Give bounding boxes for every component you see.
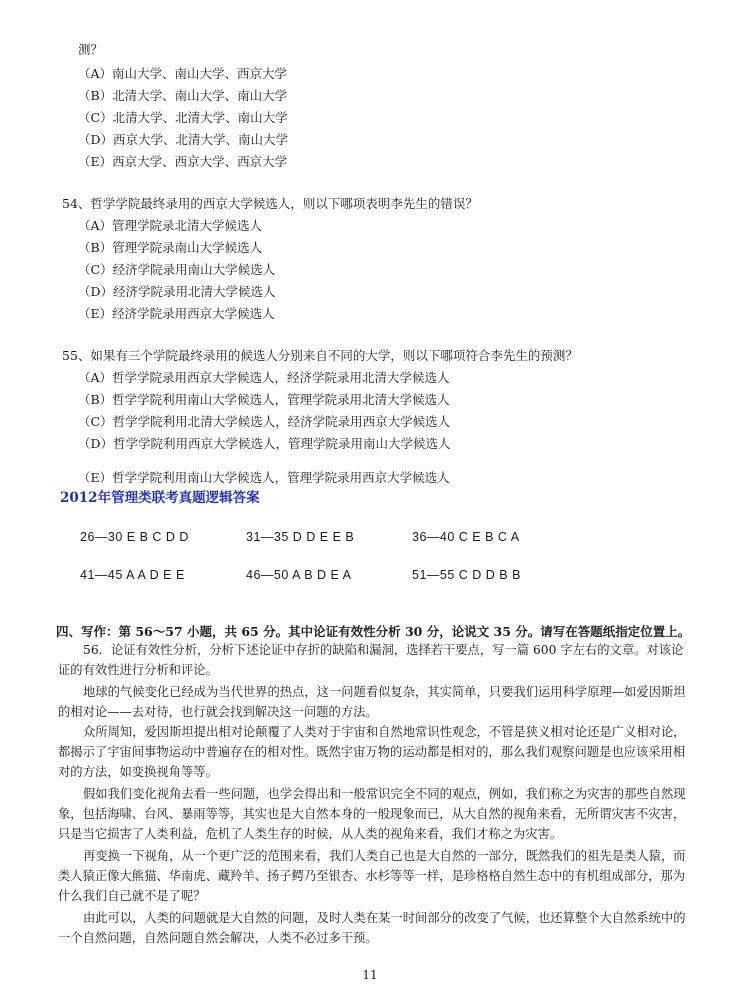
q53-option-b: （B）北清大学、南山大学、南山大学 (78, 88, 288, 103)
q53-continuation: 测？ (78, 42, 104, 57)
q53-option-a: （A）南山大学、南山大学、西京大学 (78, 66, 288, 81)
q54-stem: 54、哲学学院最终录用的西京大学候选人，则以下哪项表明李先生的错误？ (62, 196, 478, 211)
q54-option-a: （A）管理学院录北清大学候选人 (78, 218, 263, 233)
q54-option-c: （C）经济学院录用南山大学候选人 (78, 262, 276, 277)
q54-option-e: （E）经济学院录用西京大学候选人 (78, 306, 275, 321)
answer-group-51-55: 51—55 C D D B B (412, 568, 521, 582)
answer-group-46-50: 46—50 A B D E A (246, 568, 352, 582)
q53-option-c: （C）北清大学、北清大学、南山大学 (78, 110, 288, 125)
q54-option-b: （B）管理学院录南山大学候选人 (78, 240, 263, 255)
answer-group-26-30: 26—30 E B C D D (80, 530, 189, 544)
writing-paragraph-3: 众所周知，爱因斯坦提出相对论颠覆了人类对于宇宙和自然地常识性观念，不管是狭义相对论还是广义相对论，都揭示了宇宙间事物运动中普遍存在的相对性。既然宇宙万物的运动都是相对的，那么我们观察问题是也应该采用相对的方法，如变换视角等等。 (58, 725, 686, 779)
q55-option-b: （B）哲学学院利用南山大学候选人，管理学院录用北清大学候选人 (78, 392, 450, 407)
answer-group-36-40: 36—40 C E B C A (412, 530, 520, 544)
page-number: 11 (362, 968, 378, 982)
answers-title: 2012年管理类联考真题逻辑答案 (60, 490, 260, 506)
q55-option-c: （C）哲学学院利用北清大学候选人，经济学院录用西京大学候选人 (78, 414, 451, 429)
q55-option-a: （A）哲学学院录用西京大学候选人，经济学院录用北清大学候选人 (78, 370, 450, 385)
q55-option-e: （E）哲学学院利用南山大学候选人，管理学院录用西京大学候选人 (78, 470, 450, 485)
q54-option-d: （D）经济学院录用北清大学候选人 (78, 284, 276, 299)
writing-paragraph-1: 56．论证有效性分析，分析下述论证中存折的缺陷和漏洞，选择若干要点，写一篇 600 字左右的文章。对该论证的有效性进行分析和评论。 (58, 643, 684, 677)
answer-group-31-35: 31—35 D D E E B (246, 530, 355, 544)
q55-stem: 55、如果有三个学院最终录用的候选人分别来自不同的大学，则以下哪项符合李先生的预测？ (62, 348, 578, 363)
answer-group-41-45: 41—45 A A D E E (80, 568, 185, 582)
writing-paragraph-5: 再变换一下视角，从一个更广泛的范围来看，我们人类自己也是大自然的一部分，既然我们的祖先是类人猿，而类人猿正像大熊猫、华南虎、藏羚羊、扬子鳄乃至银杏、水杉等等一样，是珍格格自然生态中的有机组成部分，那为什么我们自己就不是了呢？ (58, 849, 686, 903)
q53-option-d: （D）西京大学、北清大学、南山大学 (78, 132, 289, 147)
q53-option-e: （E）西京大学、西京大学、西京大学 (78, 154, 288, 169)
writing-paragraph-4: 假如我们变化视角去看一些问题，也学会得出和一般常识完全不同的观点，例如，我们称之为灾害的那些自然现象，包括海啸、台风、暴雨等等，其实也是大自然本身的一般现象而已，从大自然的视角来看，无所谓灾害不灾害，只是当它损害了人类利益，危机了人类生存的时候，从人类的视角来看，我们才称之为灾害。 (58, 787, 686, 841)
q55-option-d: （D）哲学学院利用西京大学候选人，管理学院录用南山大学候选人 (78, 436, 451, 451)
writing-section-heading: 四、写作：第 56～57 小题，共 65 分。其中论证有效性分析 30 分，论说文 35 分。请写在答题纸指定位置上。 (56, 624, 691, 639)
writing-paragraph-2: 地球的气候变化已经成为当代世界的热点，这一问题看似复杂，其实简单，只要我们运用科学原理—如爱因斯坦的相对论——去对待，也行就会找到解决这一问题的方法。 (58, 685, 686, 719)
writing-paragraph-6: 由此可以，人类的问题就是大自然的问题，及时人类在某一时间部分的改变了气候，也还算整个大自然系统中的一个自然问题，自然问题自然会解决，人类不必过多干预。 (58, 911, 686, 945)
